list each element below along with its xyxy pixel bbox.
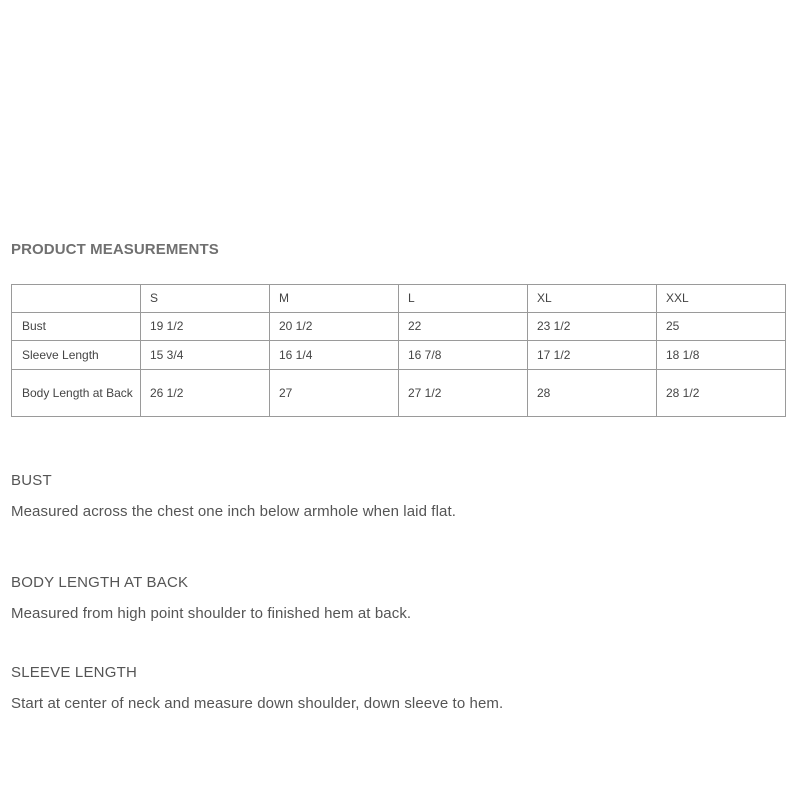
body-length-section-title: BODY LENGTH AT BACK xyxy=(11,574,189,591)
table-header-cell: XXL xyxy=(657,285,786,313)
table-row xyxy=(12,313,786,341)
table-header-cell xyxy=(12,285,141,313)
sleeve-length-section-description: Start at center of neck and measure down shoulder, down sleeve to hem. xyxy=(11,695,504,712)
sleeve-length-section-title: SLEEVE LENGTH xyxy=(11,664,137,681)
body-length-section-description: Measured from high point shoulder to finished hem at back. xyxy=(11,605,412,622)
bust-section-description: Measured across the chest one inch below armhole when laid flat. xyxy=(11,503,456,520)
table-cell: 27 1/2 xyxy=(399,370,528,417)
table-cell: 22 xyxy=(399,313,528,341)
bust-section-title: BUST xyxy=(11,472,52,489)
row-label: Body Length at Back xyxy=(12,370,141,417)
table-cell: 26 1/2 xyxy=(141,370,270,417)
table-cell: 25 xyxy=(657,313,786,341)
table-header-cell: L xyxy=(399,285,528,313)
table-header-cell: M xyxy=(270,285,399,313)
table-cell: 16 1/4 xyxy=(270,341,399,370)
table-cell: 20 1/2 xyxy=(270,313,399,341)
table-cell: 16 7/8 xyxy=(399,341,528,370)
table-header-cell: XL xyxy=(528,285,657,313)
table-cell: 23 1/2 xyxy=(528,313,657,341)
table-cell: 19 1/2 xyxy=(141,313,270,341)
table-cell: 17 1/2 xyxy=(528,341,657,370)
table-row xyxy=(12,341,786,370)
table-header-row xyxy=(12,285,786,313)
table-row xyxy=(12,370,786,417)
table-cell: 28 xyxy=(528,370,657,417)
table-cell: 28 1/2 xyxy=(657,370,786,417)
row-label: Bust xyxy=(12,313,141,341)
table-header-cell: S xyxy=(141,285,270,313)
table-cell: 27 xyxy=(270,370,399,417)
page-title: PRODUCT MEASUREMENTS xyxy=(11,241,219,258)
row-label: Sleeve Length xyxy=(12,341,141,370)
size-chart-table xyxy=(11,284,786,417)
table-cell: 15 3/4 xyxy=(141,341,270,370)
table-cell: 18 1/8 xyxy=(657,341,786,370)
